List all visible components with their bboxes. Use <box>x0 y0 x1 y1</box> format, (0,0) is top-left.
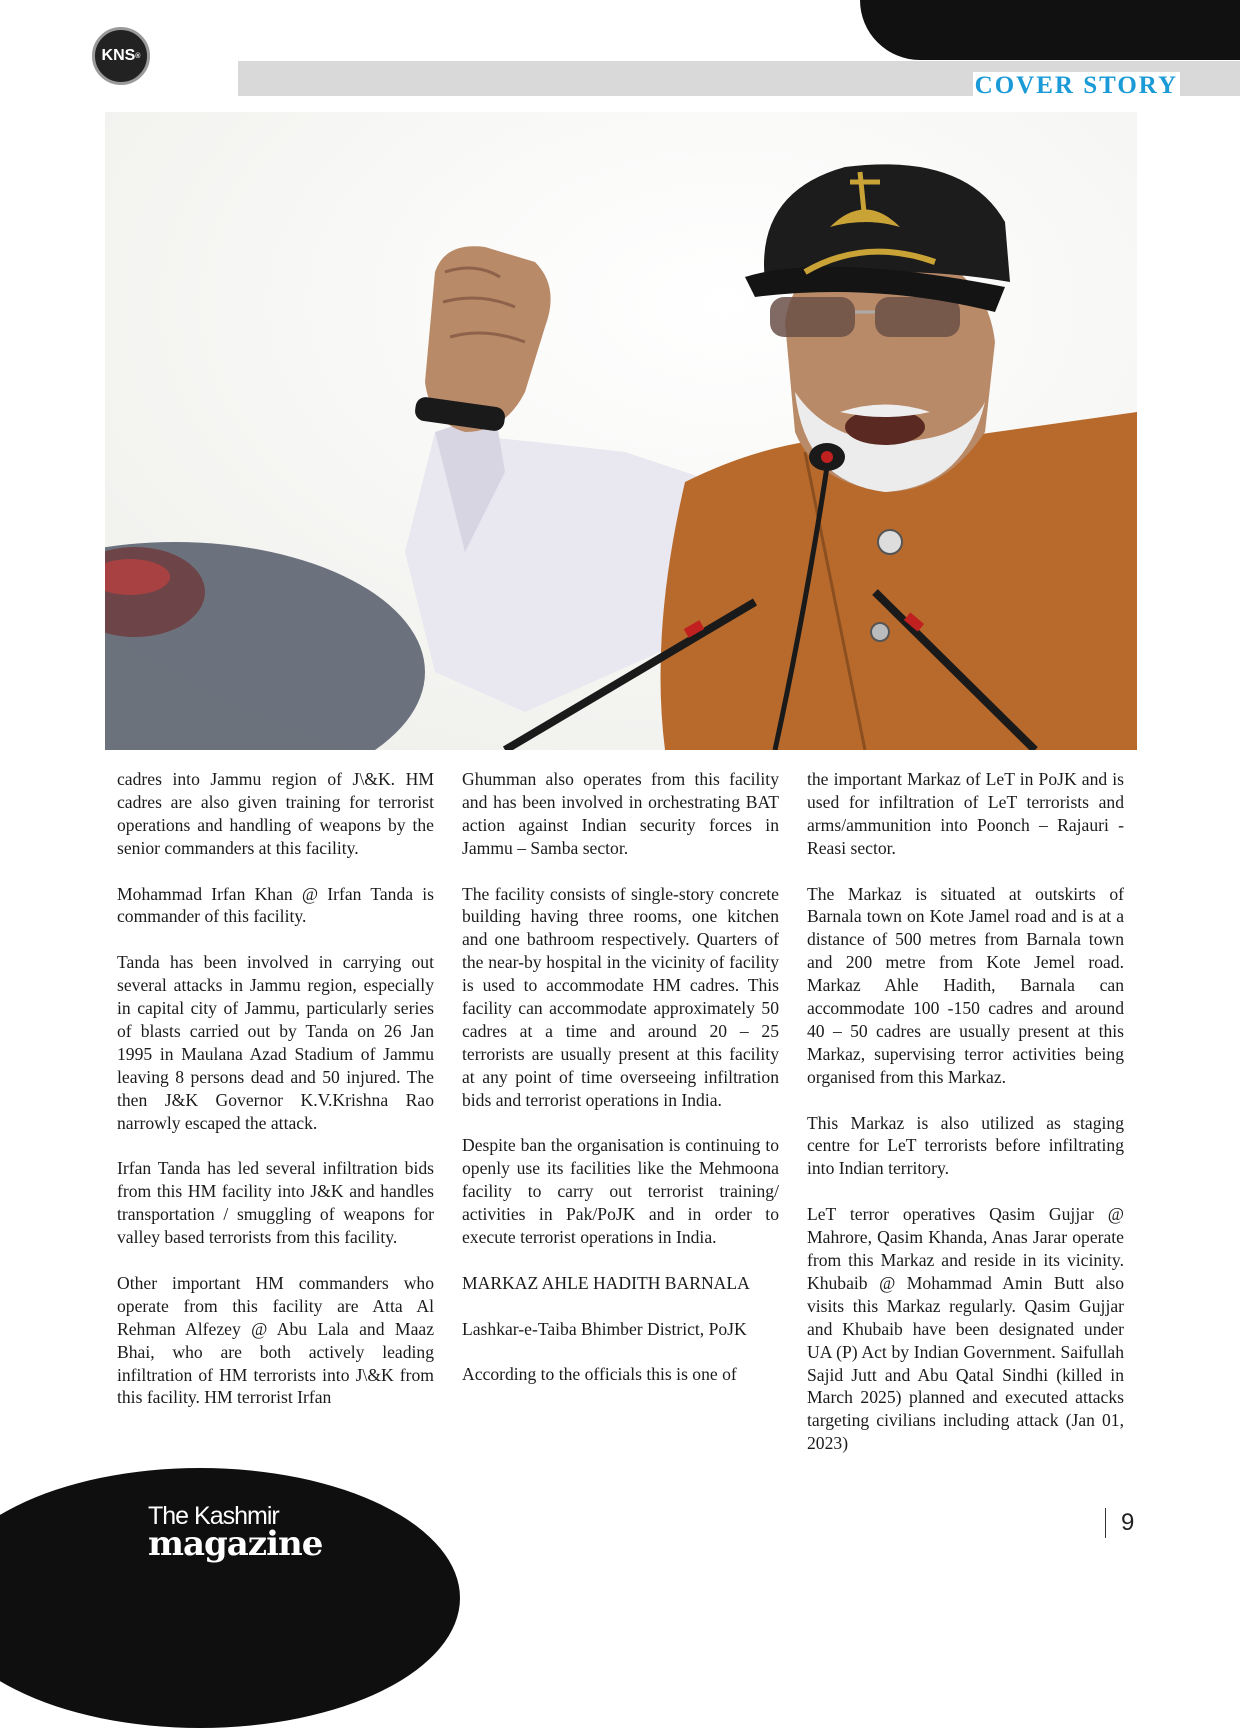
page-number: 9 <box>1105 1508 1134 1538</box>
paragraph: LeT terror operatives Qasim Gujjar @ Mahrore, Qasim Khanda, Anas Jarar operate from this Markaz and reside in its vicinity. Khubaib @ Mohammad Amin Butt also visits this Markaz regularly. Qasim Gujjar and Khubaib have been designated under UA (P) Act by Indian Government. Saifullah Sajid Jutt and Abu Qatal Sindhi (killed in March 2025) planned and executed attacks targeting civilians including attack (Jan 01, 2023) <box>807 1204 1124 1454</box>
brand-line-2: magazine <box>148 1524 323 1564</box>
subheading-location: Lashkar-e-Taiba Bhimber District, PoJK <box>462 1318 747 1339</box>
hero-photo <box>105 112 1137 750</box>
paragraph: According to the officials this is one of <box>462 1364 737 1385</box>
paragraph: Ghumman also operates from this facility and has been involved in orchestrating BAT action against Indian security forces in Jammu – Samba sector. <box>462 769 779 858</box>
speaker-photo-icon <box>105 112 1137 750</box>
magazine-brand <box>148 1502 323 1564</box>
text-column-2 <box>462 768 779 1409</box>
paragraph: Other important HM commanders who operate from this facility are Atta Al Rehman Alfezey @ Abu Lala and Maaz Bhai, who are both actively leading infiltration of HM terrorists into J\&K from this facility. HM terrorist Irfan <box>117 1272 434 1408</box>
paragraph: cadres into Jammu region of J\&K. HM cadres are also given training for terrorist operations and handling of weapons by the senior commanders at this facility. <box>117 769 434 858</box>
paragraph: Irfan Tanda has led several infiltration bids from this HM facility into J&K and handles transportation / smuggling of weapons for valley based terrorists from this facility. <box>117 1158 434 1248</box>
header-decoration <box>860 0 1240 60</box>
paragraph: the important Markaz of LeT in PoJK and is used for infiltration of LeT terrorists and arms/ammunition into Poonch – Rajauri - Reasi sector. <box>807 769 1124 858</box>
brand-line-1: The Kashmir <box>148 1502 279 1530</box>
section-label: COVER STORY <box>974 72 1178 99</box>
kns-logo: KNS ® <box>92 27 150 85</box>
paragraph: Mohammad Irfan Khan @ Irfan Tanda is commander of this facility. <box>117 883 434 927</box>
subheading: MARKAZ AHLE HADITH BARNALA <box>462 1272 750 1293</box>
text-column-3 <box>807 768 1124 1478</box>
paragraph: Tanda has been involved in carrying out several attacks in Jammu region, especially in capital city of Jammu, particularly series of blasts carried out by Tanda on 26 Jan 1995 in Maulana Azad Stadium of Jammu leaving 8 persons dead and 50 injured. The then J&K Governor K.V.Krishna Rao narrowly escaped the attack. <box>117 952 434 1133</box>
paragraph: Despite ban the organisation is continuing to openly use its facilities like the Mehmoona facility to carry out terrorist training/ activities in Pak/PoJK and in order to execute terrorist operations in India. <box>462 1135 779 1248</box>
paragraph: The facility consists of single-story concrete building having three rooms, one kitchen and one bathroom respectively. Quarters of the near-by hospital in the vicinity of facility is used to accommodate HM cadres. This facility can accommodate approximately 50 cadres at a time and around 20 – 25 terrorists are usually present at this facility at any point of time overseeing infiltration bids and terrorist operations in India. <box>462 883 779 1110</box>
text-column-1 <box>117 768 434 1432</box>
paragraph: This Markaz is also utilized as staging centre for LeT terrorists before infiltrating into Indian territory. <box>807 1112 1124 1179</box>
paragraph: The Markaz is situated at outskirts of Barnala town on Kote Jamel road and is at a distance of 500 metres from Barnala town and 200 metre from Kote Jemel road. Markaz Ahle Hadith, Barnala can accommodate 100 -150 cadres and around 40 – 50 cadres are usually present at this Markaz, supervising terror activities being organised from this Markaz. <box>807 883 1124 1087</box>
